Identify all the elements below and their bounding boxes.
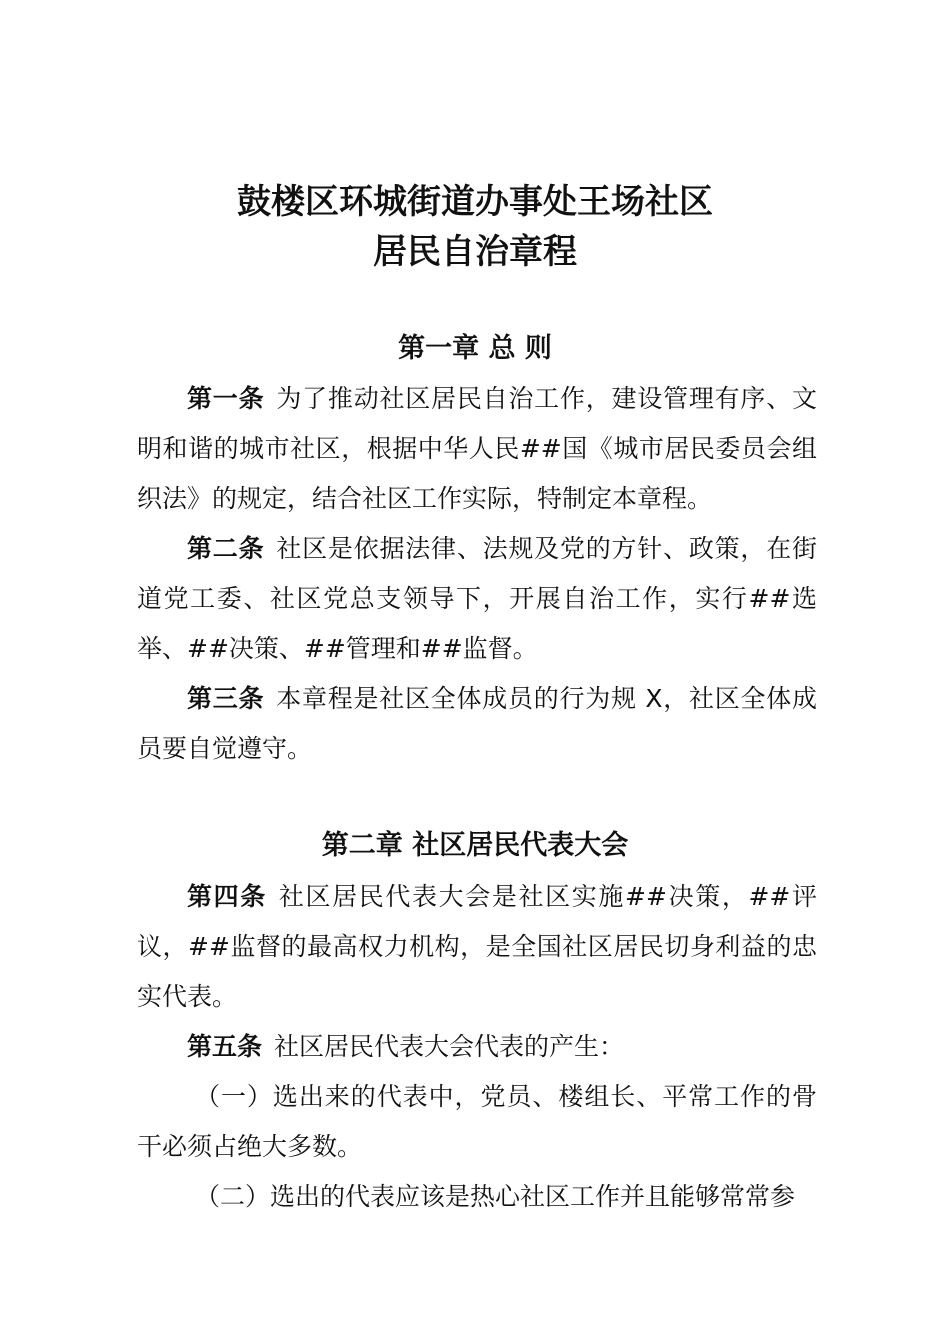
- article-5-text: 社区居民代表大会代表的产生：: [274, 1032, 625, 1061]
- article-1-label: 第一条: [187, 384, 265, 413]
- article-3-label: 第三条: [187, 684, 265, 713]
- article-1-text: 为了推动社区居民自治工作，建设管理有序、文明和谐的城市社区，根据中华人民##国《城市居民委员会组织法》的规定，结合社区工作实际，特制定本章程。: [137, 384, 817, 513]
- article-2-text: 社区是依据法律、法规及党的方针、政策，在街道党工委、社区党总支领导下，开展自治工作，实行##选举、##决策、##管理和##监督。: [137, 534, 817, 663]
- article-5-item-2: （二）选出的代表应该是热心社区工作并且能够常常参: [195, 1182, 796, 1211]
- article-3: [137, 674, 817, 774]
- chapter-1-heading: 第一章 总 则: [398, 333, 552, 364]
- article-4-text: 社区居民代表大会是社区实施##决策，##评议，##监督的最高权力机构，是全国社区居民切身利益的忠实代表。: [137, 882, 817, 1011]
- article-2: [137, 524, 817, 674]
- document-title-line-1: 鼓楼区环城街道办事处王场社区: [237, 182, 713, 222]
- article-5: [137, 1022, 817, 1072]
- article-3-text: 本章程是社区全体成员的行为规 X，社区全体成员要自觉遵守。: [137, 684, 817, 763]
- article-2-label: 第二条: [187, 534, 265, 563]
- article-5-label: 第五条: [187, 1032, 263, 1061]
- article-1: [137, 374, 817, 524]
- document-title-line-2: 居民自治章程: [373, 232, 577, 272]
- article-4-label: 第四条: [187, 882, 267, 911]
- chapter-2-heading: 第二章 社区居民代表大会: [321, 830, 629, 861]
- article-4: [137, 872, 817, 1022]
- article-5-item-1: （一）选出来的代表中，党员、楼组长、平常工作的骨干必须占绝大多数。: [137, 1082, 817, 1161]
